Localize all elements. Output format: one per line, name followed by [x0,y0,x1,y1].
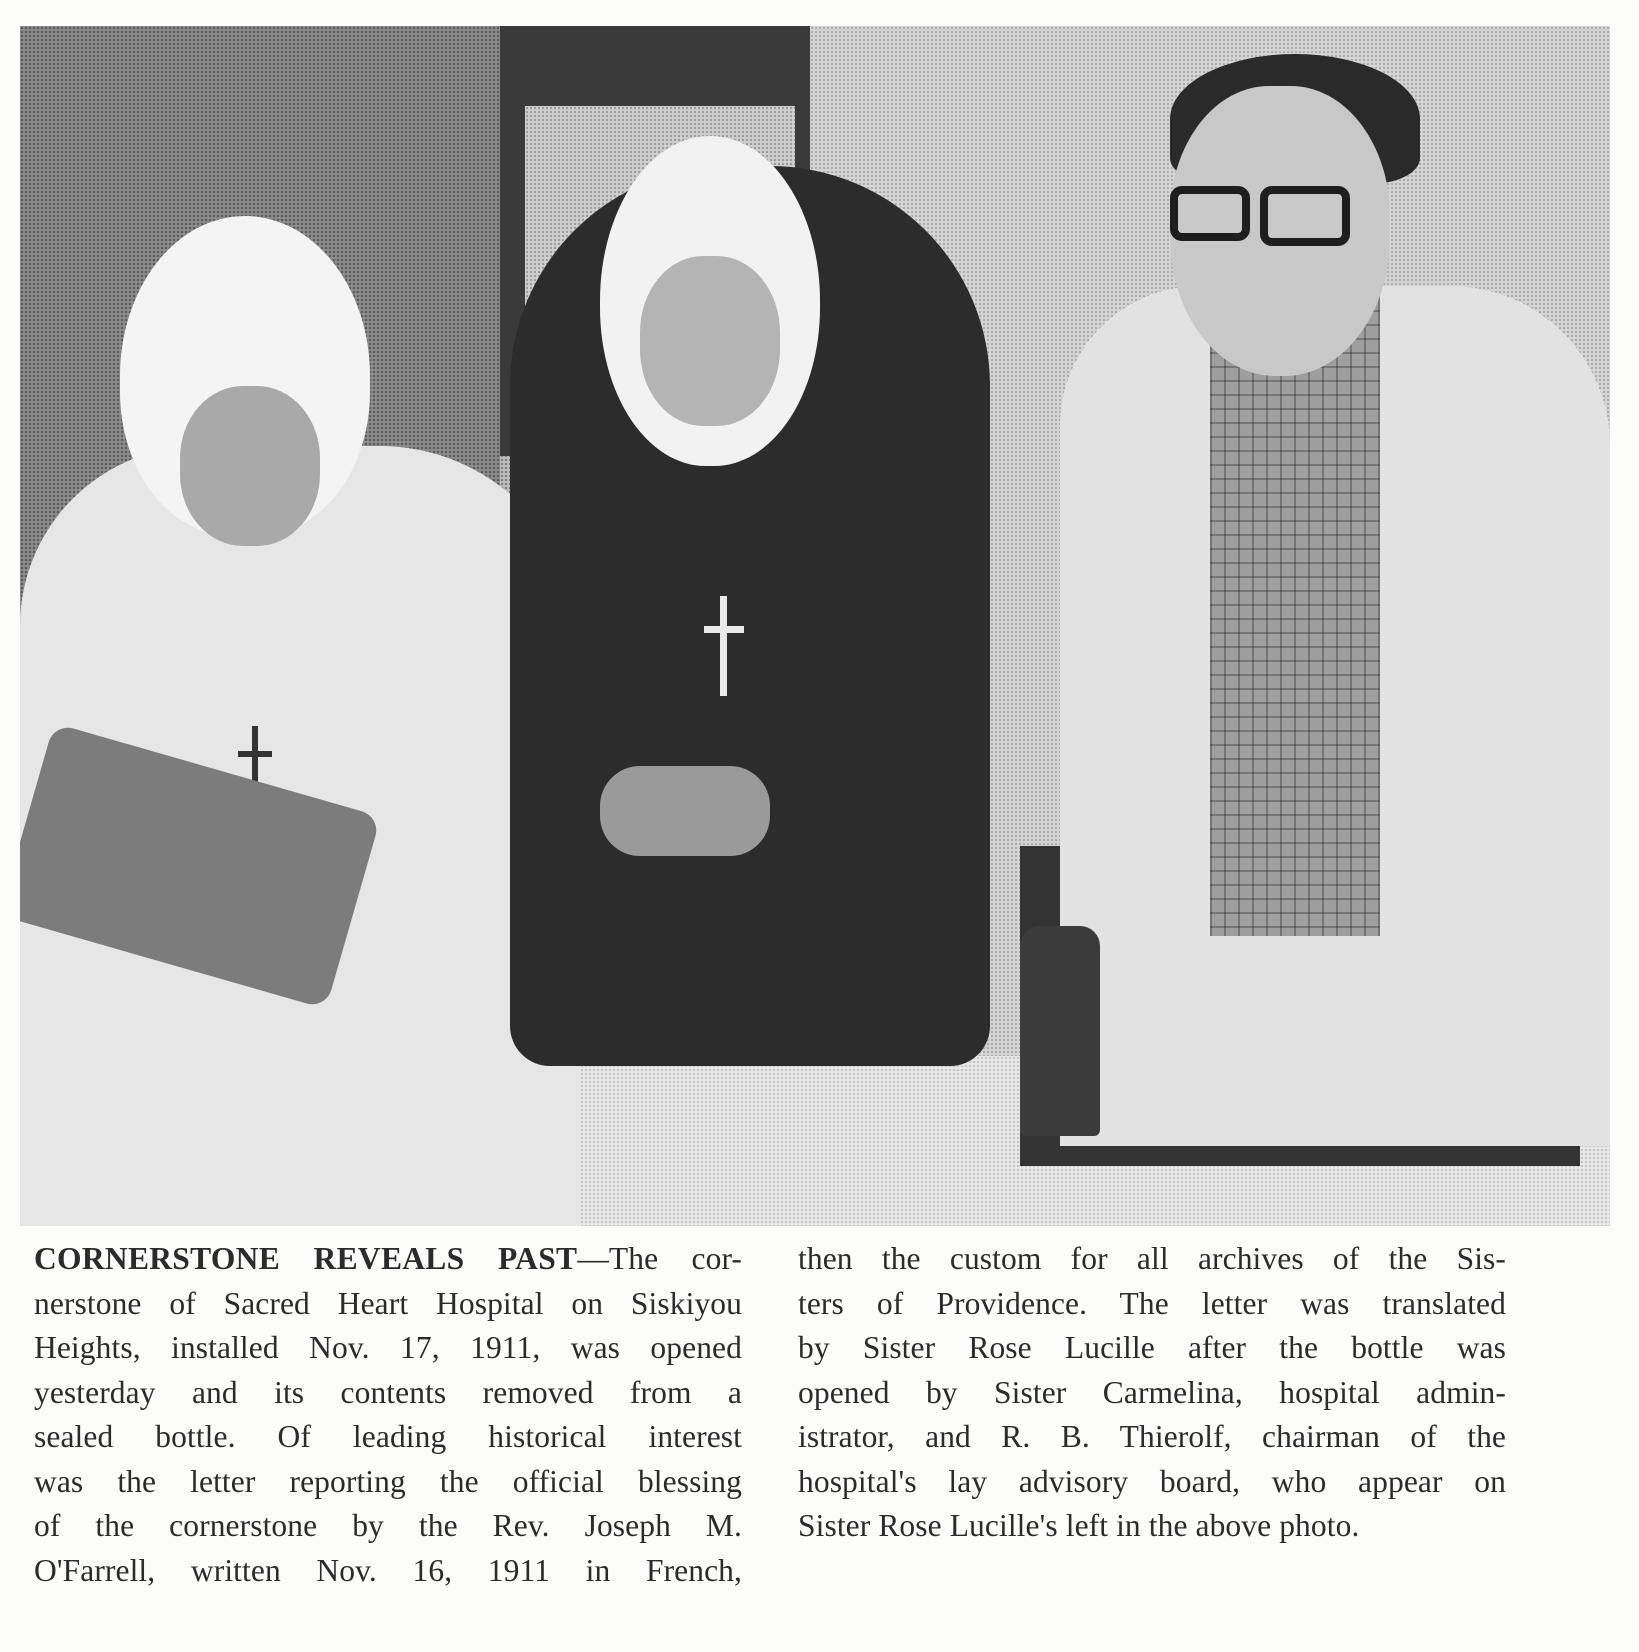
nun-center-face [640,256,780,426]
caption-line: ters of Providence. The letter was translated [798,1285,1506,1321]
caption-line: hospital's lay advisory board, who appear on [798,1463,1506,1499]
caption-line: Sister Rose Lucille's left in the above photo. [798,1508,1360,1543]
caption-line: yesterday and its contents removed from a [34,1374,742,1410]
caption-text: —The cor- [577,1241,742,1276]
caption-line: of the cornerstone by the Rev. Joseph M. [34,1508,742,1543]
caption-line: istrator, and R. B. Thierolf, chairman of the [798,1419,1506,1454]
photo-caption [34,1237,1520,1593]
caption-line: sealed bottle. Of leading historical interest [34,1419,742,1454]
caption-line [34,1237,742,1282]
caption-line: nerstone of Sacred Heart Hospital on Siskiyou [34,1285,742,1321]
caption-line: then the custom for all archives of the Sis- [798,1241,1506,1276]
caption-line: was the letter reporting the official blessing [34,1463,742,1499]
cross-icon-bar [704,626,744,633]
caption-headline: CORNERSTONE REVEALS PAST [34,1241,578,1276]
cross-icon-bar [238,751,272,757]
sealed-bottle [1020,926,1100,1136]
caption-line: O'Farrell, written Nov. 16, 1911 in French, [34,1552,742,1588]
caption-line: by Sister Rose Lucille after the bottle was [798,1330,1506,1365]
halftone-photo [20,26,1610,1226]
man-checked-shirt [1210,296,1380,936]
nun-left-face [180,386,320,546]
nun-center-hands [600,766,770,856]
caption-right-column [798,1237,1506,1593]
caption-line: opened by Sister Carmelina, hospital admin- [798,1374,1506,1410]
caption-left-column [34,1237,742,1593]
glasses-icon-right-lens [1260,186,1350,246]
cross-icon [720,596,727,696]
caption-line: Heights, installed Nov. 17, 1911, was opened [34,1330,742,1365]
glasses-icon-left-lens [1170,186,1250,241]
